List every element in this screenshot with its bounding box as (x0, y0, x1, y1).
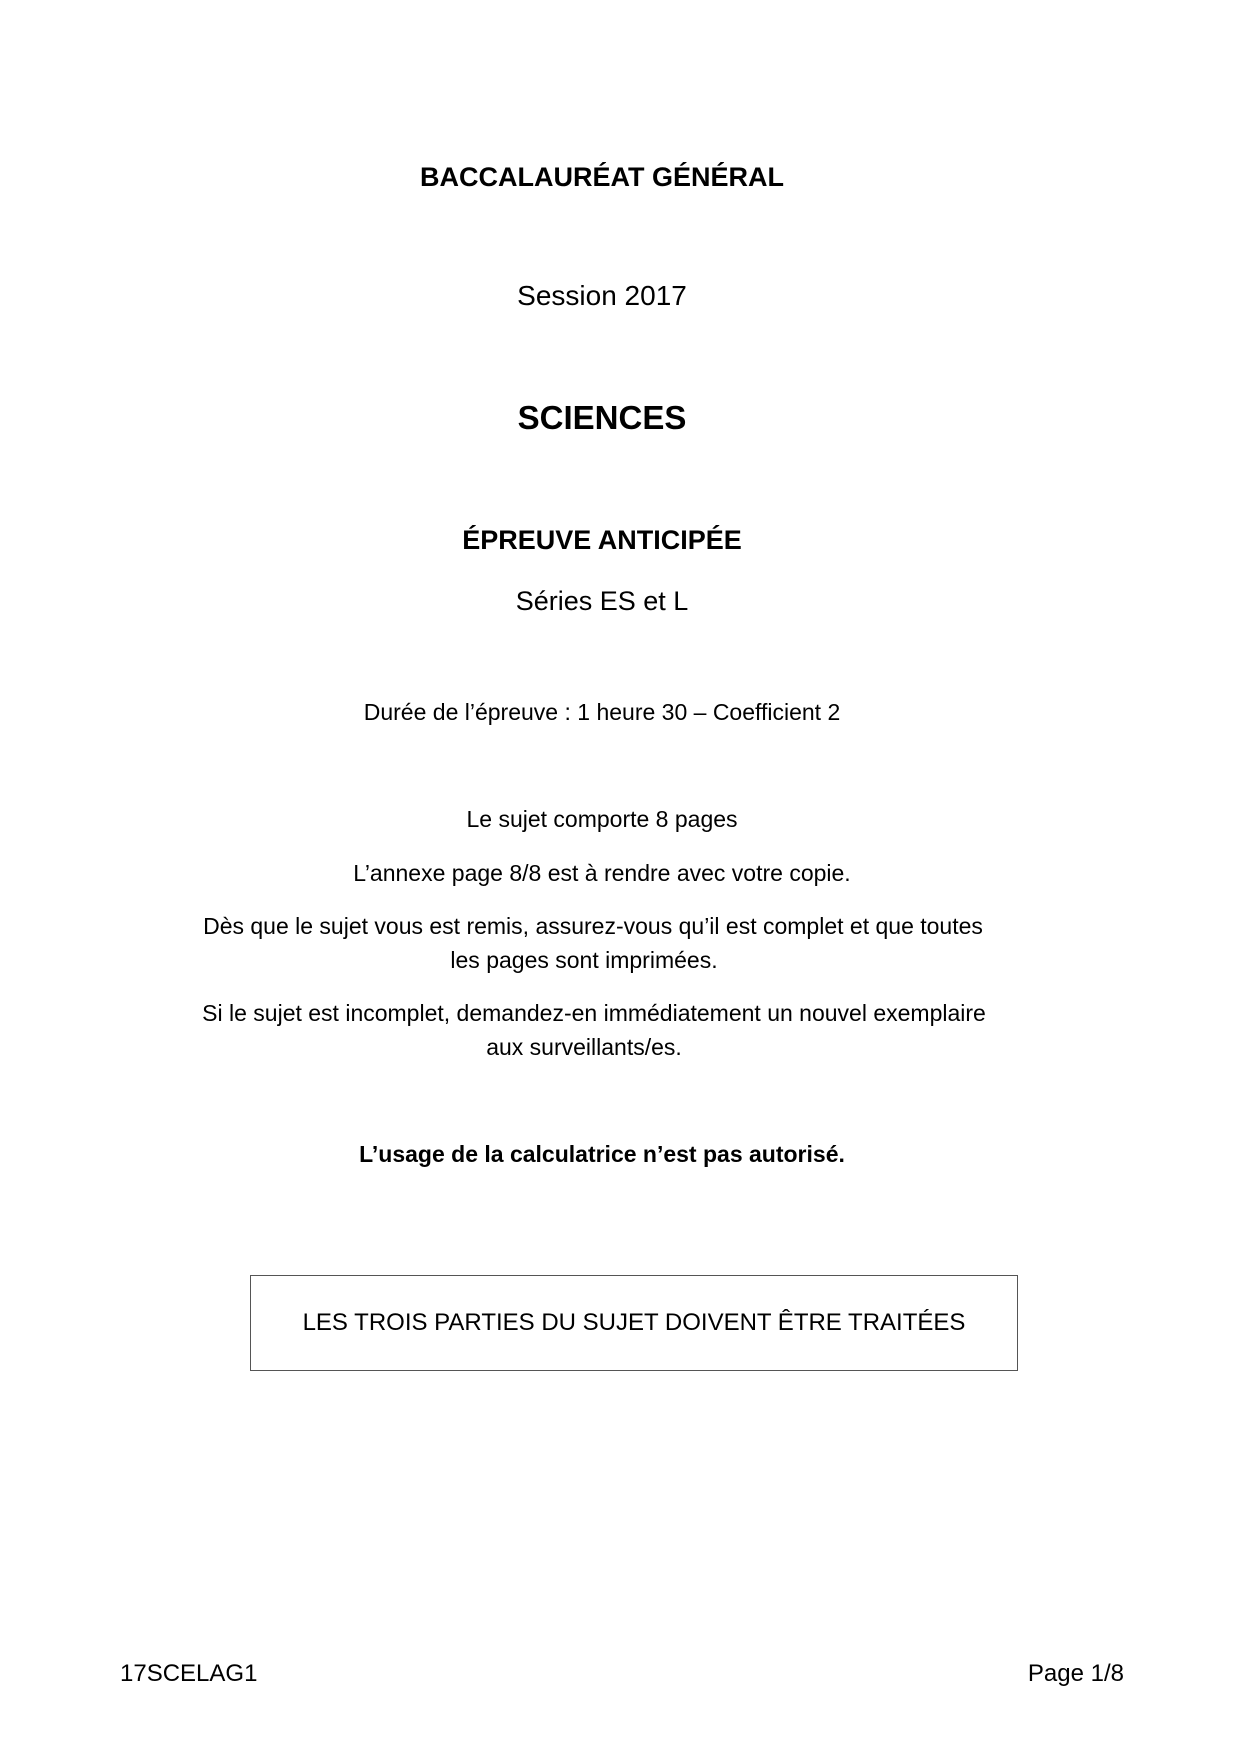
exam-code: 17SCELAG1 (120, 1660, 258, 1687)
page-count-line: Le sujet comporte 8 pages (466, 806, 738, 832)
series-label: Séries ES et L (515, 586, 689, 616)
check-line-2: les pages sont imprimées. (450, 947, 718, 973)
exam-title: BACCALAURÉAT GÉNÉRAL (420, 162, 784, 192)
subject-title: SCIENCES (517, 399, 687, 436)
epreuve-title: ÉPREUVE ANTICIPÉE (462, 525, 742, 555)
incomplete-line-2: aux surveillants/es. (486, 1034, 682, 1060)
annexe-line: L’annexe page 8/8 est à rendre avec votre copie. (353, 860, 851, 886)
duration-line: Durée de l’épreuve : 1 heure 30 – Coefficient 2 (363, 699, 841, 725)
page-number: Page 1/8 (1027, 1660, 1124, 1687)
incomplete-line-1: Si le sujet est incomplet, demandez-en immédiatement un nouvel exemplaire (202, 1000, 986, 1026)
instruction-text: LES TROIS PARTIES DU SUJET DOIVENT ÊTRE TRAITÉES (302, 1309, 966, 1336)
instruction-box (250, 1275, 1018, 1371)
session-year: Session 2017 (517, 280, 687, 311)
calculator-notice: L’usage de la calculatrice n’est pas autorisé. (359, 1141, 845, 1167)
check-line-1: Dès que le sujet vous est remis, assurez-vous qu’il est complet et que toutes (203, 913, 983, 939)
